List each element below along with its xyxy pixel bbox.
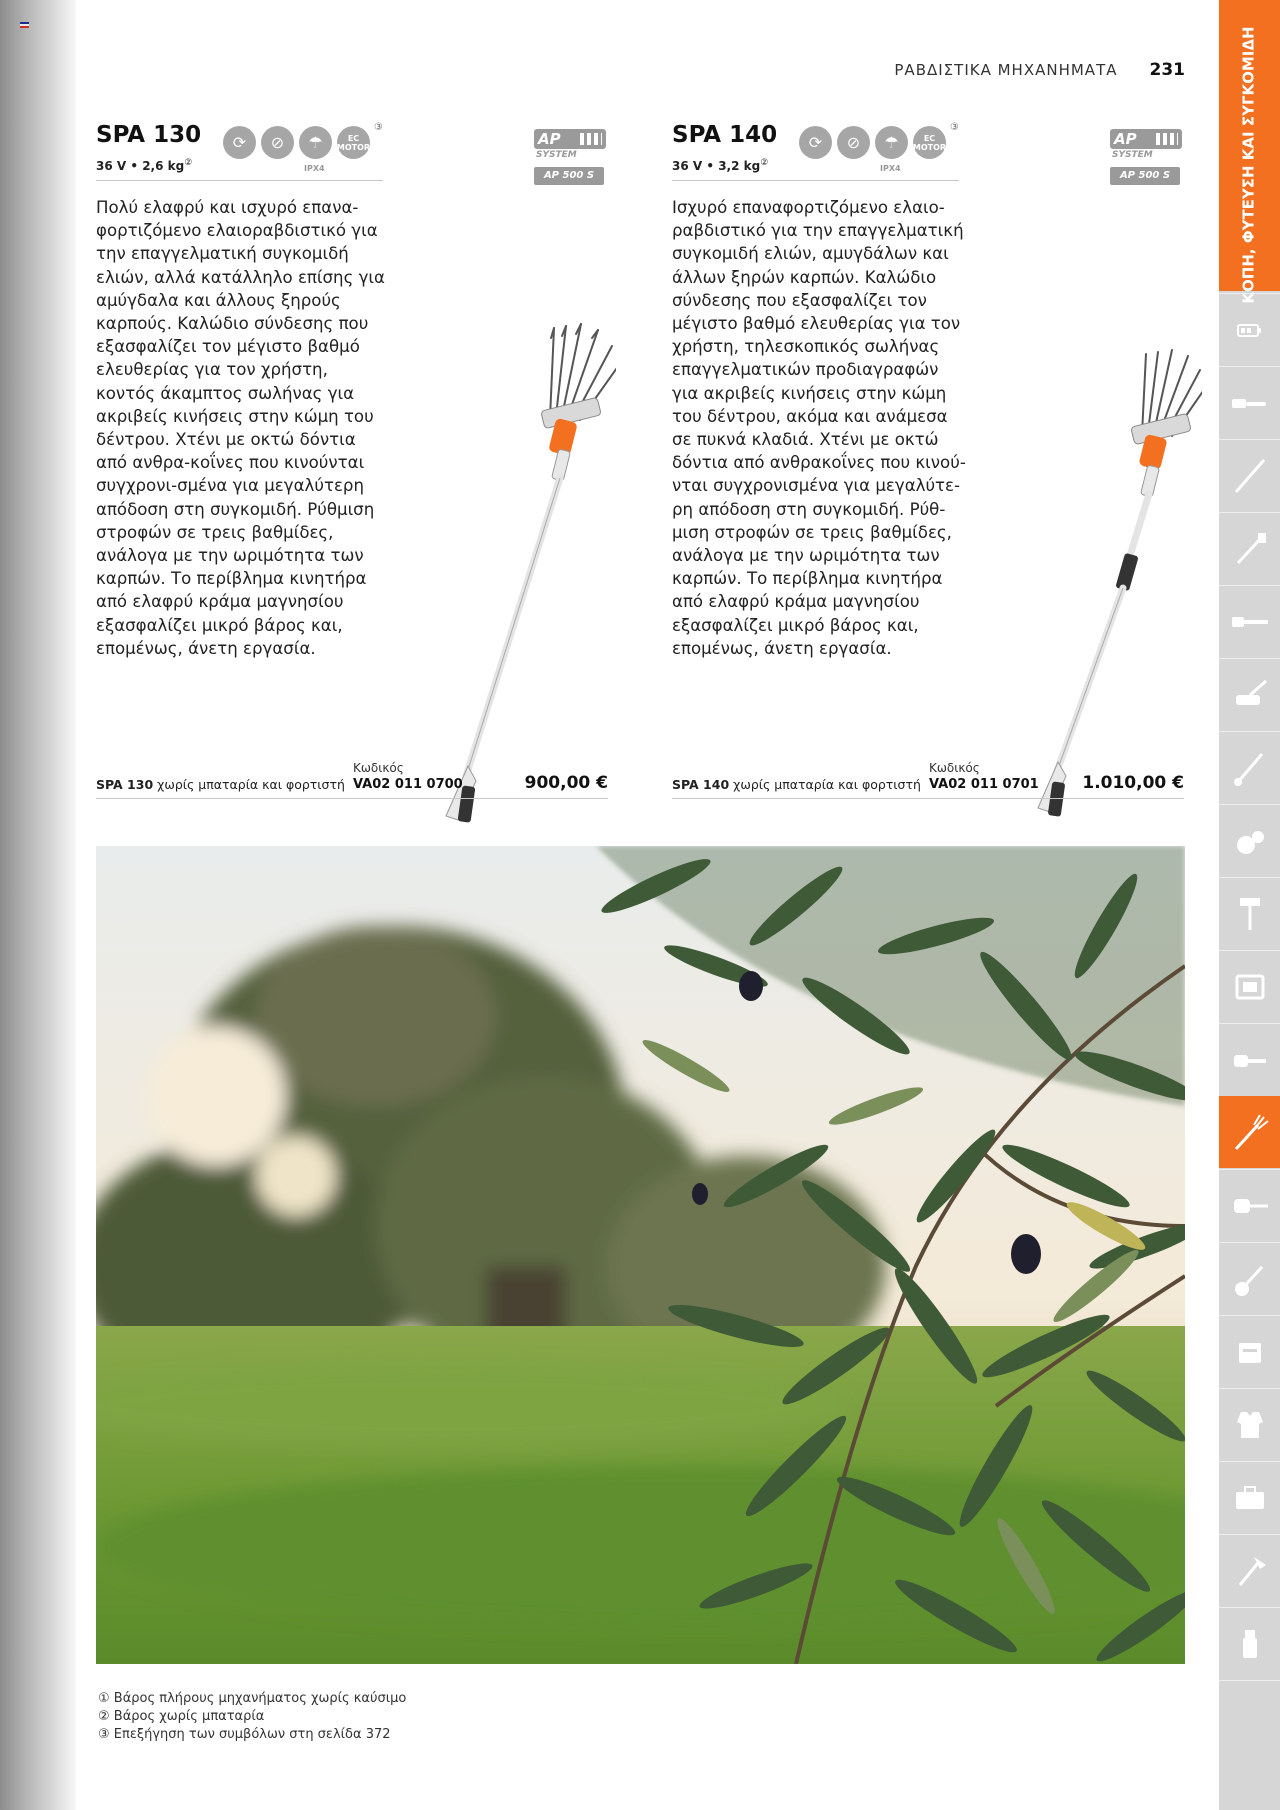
ap-logo: AP [534, 129, 606, 149]
anti-vibration-icon: ⟳ [799, 126, 832, 159]
section-title: ΡΑΒΔΙΣΤΙΚΑ ΜΗΧΑΝΗΜΑΤΑ [894, 61, 1118, 79]
rain-icon: ☂ [299, 126, 332, 159]
feature-icons [799, 126, 946, 159]
product-spec: 36 V • 2,6 kg② [96, 158, 193, 173]
page-number: 231 [1149, 60, 1185, 80]
generator-icon[interactable] [1219, 950, 1280, 1022]
product-description: Ισχυρό επαναφορτιζόμενο ελαιο-ραβδιστικό για την επαγγελματική συγκομιδή ελιών, αμυγδάλων και άλλων ξηρών καρπών. Καλώδιο σύνδεσης που εξασφαλίζει τον μέγιστο βαθμό ελευθερίας για τον χρήστη, τηλεσκοπικός σωλήνας επαγγελματικών προδιαγραφών για ακριβείς κινήσεις στην κώμη του δέντρου, ακόμα και ανάμεσα σε πυκνά κλαδιά. Χτένι με οκτώ δόντια από ανθρακοΐνες που κινού-νται συγχρονισμένα για μεγαλύτε-ρη απόδοση στη συγκομιδή. Ρύθ-μιση στροφών σε τρεις βαθμίδες, ανάλογα με την ωριμότητα των καρπών. Το περίβλημα κινητήρα από ελαφρύ κράμα μαγνησίου εξασφαλίζει μικρό βάρος και, επομένως, άνετη εργασία. [672, 198, 966, 658]
order-price: 900,00 € [524, 773, 608, 793]
order-row-spa-140 [672, 756, 1184, 799]
order-code: VA02 011 0701 [929, 777, 1039, 792]
chainsaw-icon[interactable] [1219, 366, 1280, 438]
footnote: ① Βάρος πλήρους μηχανήματος χωρίς καύσιμο [98, 1691, 407, 1706]
order-code-label: Κωδικός [929, 761, 980, 775]
product-name: SPA 130 [96, 122, 202, 148]
brushcutter-icon[interactable] [1219, 512, 1280, 584]
ipx-rating: IPX4 [880, 164, 901, 173]
no-tool-icon: ⊘ [837, 126, 870, 159]
order-model: SPA 130 χωρίς μπαταρία και φορτιστή [96, 777, 345, 792]
ec-motor-icon: EC MOTOR [337, 126, 370, 159]
ap-battery-model: AP 500 S [1110, 167, 1180, 185]
axe-icon[interactable] [1219, 1534, 1280, 1606]
lawn-mower-icon[interactable] [1219, 658, 1280, 730]
order-model: SPA 140 χωρίς μπαταρία και φορτιστή [672, 777, 921, 792]
olive-grove-photo [96, 846, 1185, 1664]
footnote: ② Βάρος χωρίς μπαταρία [98, 1709, 265, 1724]
blower-icon[interactable] [1219, 1023, 1280, 1095]
footnote: ③ Επεξήγηση των συμβόλων στη σελίδα 372 [98, 1727, 391, 1742]
olive-harvester-image [376, 206, 616, 826]
ap-logo: AP [1110, 129, 1182, 149]
robot-mower-icon[interactable] [1219, 804, 1280, 876]
storage-icon[interactable] [1219, 1315, 1280, 1387]
ap-system-badge [534, 129, 608, 193]
battery-icon[interactable] [1219, 293, 1280, 365]
hedge-trimmer-icon[interactable] [1219, 585, 1280, 657]
ec-motor-icon: EC MOTOR [913, 126, 946, 159]
earth-auger-icon[interactable] [1219, 877, 1280, 949]
title-divider [672, 180, 959, 181]
ap-system-label: SYSTEM [536, 150, 577, 160]
sprayer-icon[interactable] [1219, 1169, 1280, 1241]
sidebar-section-title-box [1224, 26, 1275, 304]
title-divider [96, 180, 383, 181]
cultivator-icon[interactable] [1219, 1242, 1280, 1314]
icon-footnote-marker: ③ [950, 122, 959, 133]
feature-icons [223, 126, 370, 159]
clothing-icon[interactable] [1219, 1388, 1280, 1460]
order-code-label: Κωδικός [353, 761, 404, 775]
product-name: SPA 140 [672, 122, 778, 148]
ap-battery-model: AP 500 S [534, 167, 604, 185]
rain-icon: ☂ [875, 126, 908, 159]
order-price: 1.010,00 € [1082, 773, 1184, 793]
ipx-rating: IPX4 [304, 164, 325, 173]
ap-system-badge [1110, 129, 1184, 193]
icon-footnote-marker: ③ [374, 122, 383, 133]
sidebar-empty-tab [1219, 1680, 1280, 1810]
olive-harvester-image [972, 262, 1202, 822]
no-tool-icon: ⊘ [261, 126, 294, 159]
product-spec: 36 V • 3,2 kg② [672, 158, 769, 173]
page-header [894, 58, 1185, 82]
anti-vibration-icon: ⟳ [223, 126, 256, 159]
grass-trimmer-icon[interactable] [1219, 731, 1280, 803]
sidebar-section-title: ΚΟΠΗ, ΦΥΤΕΥΣΗ ΚΑΙ ΣΥΓΚΟΜΙΔΗ [1239, 26, 1258, 304]
order-row-spa-130 [96, 756, 608, 799]
footnotes [98, 1690, 406, 1744]
cleaner-icon[interactable] [1219, 1607, 1280, 1679]
harvester-icon[interactable] [1219, 1096, 1280, 1168]
toolbox-icon[interactable] [1219, 1461, 1280, 1533]
language-flag-icon [20, 22, 29, 28]
order-code: VA02 011 0700 [353, 777, 463, 792]
page-gutter [0, 0, 76, 1810]
product-description: Πολύ ελαφρύ και ισχυρό επανα-φορτιζόμενο ελαιοραβδιστικό για την επαγγελματική συγκομιδή ελιών, αλλά κατάλληλο επίσης για αμύγδαλα και άλλους ξηρούς καρπούς. Καλώδιο σύνδεσης που εξασφαλίζει τον μέγιστο βαθμό ελευθερίας για τον χρήστη, κοντός άκαμπτος σωλήνας για ακριβείς κινήσεις στην κώμη του δέντρου. Χτένι με οκτώ δόντια από ανθρα-κοΐνες που κινούνται συγχρονι-σμένα για μεγαλύτερη απόδοση στη συγκομιδή. Ρύθμιση στροφών σε τρεις βαθμίδες, ανάλογα με την ωριμότητα των καρπών. Το περίβλημα κινητήρα από ελαφρύ κράμα μαγνησίου εξασφαλίζει μικρό βάρος και, επομένως, άνετη εργασία. [96, 198, 385, 658]
ap-system-label: SYSTEM [1112, 150, 1153, 160]
pole-pruner-icon[interactable] [1219, 439, 1280, 511]
